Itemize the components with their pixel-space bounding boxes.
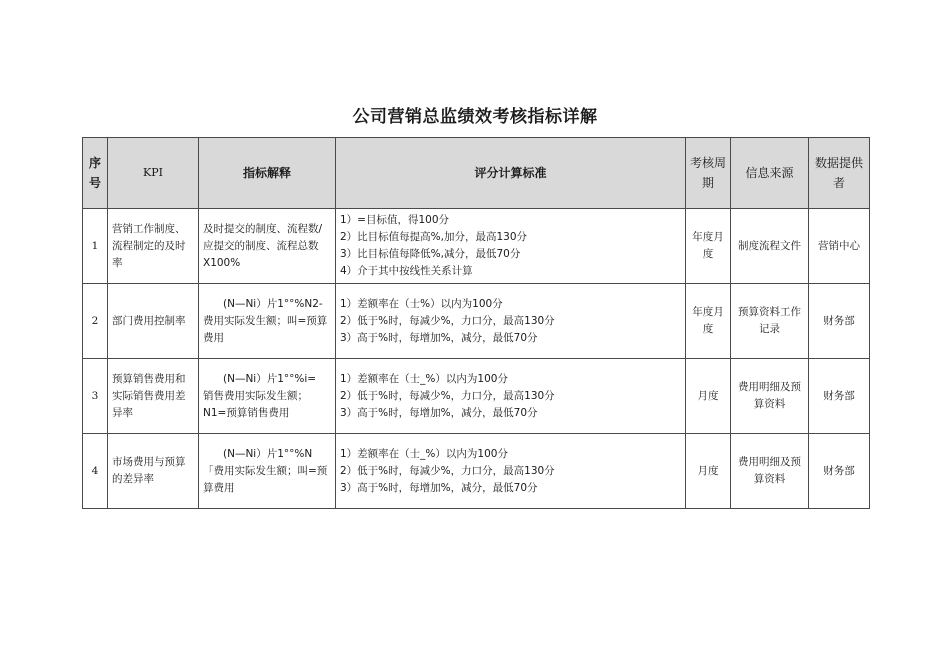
kpi-explanation [199, 209, 336, 284]
row-number: 3 [83, 359, 108, 434]
row-number: 1 [83, 209, 108, 284]
row-number: 4 [83, 434, 108, 509]
kpi-explanation [199, 434, 336, 509]
data-provider: 财务部 [809, 359, 870, 434]
assessment-cycle: 年度月度 [686, 284, 731, 359]
data-provider: 财务部 [809, 284, 870, 359]
explanation-line: 费用实际发生额；叫=预算费用 [203, 314, 328, 344]
info-source: 制度流程文件 [731, 209, 809, 284]
row-number: 2 [83, 284, 108, 359]
assessment-cycle: 月度 [686, 434, 731, 509]
criteria-line: 1）=目标值，得100分 [340, 214, 450, 226]
scoring-criteria [336, 284, 686, 359]
header-seq: 序号 [83, 138, 108, 209]
info-source: 费用明细及预算资料 [731, 434, 809, 509]
scoring-criteria [336, 359, 686, 434]
assessment-cycle: 月度 [686, 359, 731, 434]
data-provider: 营销中心 [809, 209, 870, 284]
header-provider: 数据提供者 [809, 138, 870, 209]
kpi-explanation [199, 284, 336, 359]
explanation-line: N1=预算销售费用 [203, 406, 290, 419]
header-source: 信息来源 [731, 138, 809, 209]
criteria-line: 1）差额率在（士%）以内为100分 [340, 297, 503, 310]
criteria-line: 2）低于%时，每减少%，力口分，最高130分 [340, 389, 555, 402]
explanation-formula: (N—Ni）片1°°%N2- [223, 297, 323, 310]
explanation-formula: (N—Ni）片1°°%N [223, 447, 313, 460]
scoring-criteria [336, 434, 686, 509]
criteria-line: 2）比目标值每提高%,加分，最高130分 [340, 231, 528, 243]
kpi-name: 市场费用与预算的差异率 [108, 434, 199, 509]
kpi-explanation [199, 359, 336, 434]
criteria-line: 1）差额率在（士_%）以内为100分 [340, 447, 508, 460]
criteria-line: 3）比目标值每降低%,减分，最低70分 [340, 248, 521, 260]
explanation-line: 及时提交的制度、流程数/应提交的制度、流程总数X100% [203, 222, 323, 269]
criteria-line: 3）高于%时，每增加%，减分，最低70分 [340, 331, 538, 344]
kpi-name: 预算销售费用和实际销售费用差异率 [108, 359, 199, 434]
explanation-formula: (N—Ni）片1°°%i= [223, 372, 317, 385]
table-header-row [83, 138, 870, 209]
info-source: 预算资料工作记录 [731, 284, 809, 359]
criteria-line: 3）高于%时，每增加%，减分，最低70分 [340, 406, 538, 419]
criteria-line: 4）介于其中按线性关系计算 [340, 265, 473, 277]
header-explain: 指标解释 [199, 138, 336, 209]
criteria-line: 1）差额率在（士_%）以内为100分 [340, 372, 508, 385]
scoring-criteria [336, 209, 686, 284]
criteria-line: 2）低于%时，每减少%，力口分，最高130分 [340, 464, 555, 477]
kpi-name: 部门费用控制率 [108, 284, 199, 359]
page-title: 公司营销总监绩效考核指标详解 [352, 107, 598, 127]
criteria-line: 2）低于%时，每减少%，力口分，最高130分 [340, 314, 555, 327]
header-kpi: KPI [108, 138, 199, 209]
table-row [83, 434, 870, 509]
data-provider: 财务部 [809, 434, 870, 509]
header-cycle: 考核周期 [686, 138, 731, 209]
table-row [83, 284, 870, 359]
assessment-cycle: 年度月度 [686, 209, 731, 284]
table-row [83, 359, 870, 434]
table-row [83, 209, 870, 284]
kpi-table [82, 137, 870, 509]
header-criteria: 评分计算标准 [336, 138, 686, 209]
info-source: 费用明细及预算资料 [731, 359, 809, 434]
explanation-line: 销售费用实际发生额； [203, 389, 308, 402]
kpi-name: 营销工作制度、流程制定的及时率 [108, 209, 199, 284]
criteria-line: 3）高于%时，每增加%，减分，最低70分 [340, 481, 538, 494]
explanation-line: 「费用实际发生额；叫=预算费用 [203, 464, 328, 494]
